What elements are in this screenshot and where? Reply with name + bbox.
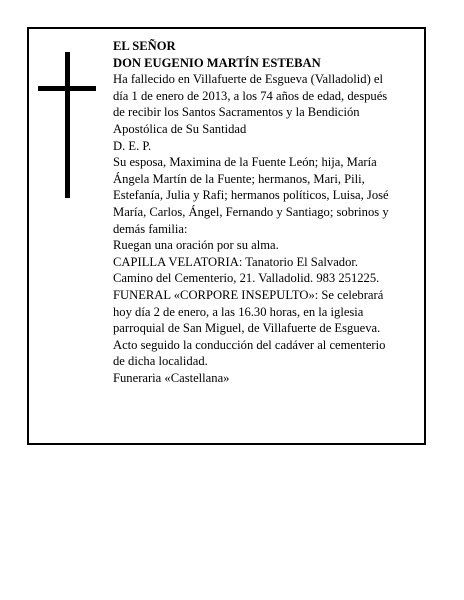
rip-text: D. E. P. xyxy=(113,138,152,153)
prayer-request: Ruegan una oración por su alma. xyxy=(113,238,279,253)
announcement-line: Ha fallecido en Villafuerte de Esgueva (Valladolid) el xyxy=(113,72,384,87)
funeral-line: de dicha localidad. xyxy=(113,354,208,369)
chapel-line: Camino del Cementerio, 21. Valladolid. 983 251225. xyxy=(113,271,380,286)
cross-horizontal-bar xyxy=(38,86,96,91)
cross-vertical-bar xyxy=(65,52,70,198)
obituary-text xyxy=(113,38,418,386)
chapel-line: CAPILLA VELATORIA: Tanatorio El Salvador. xyxy=(113,254,359,269)
funeral-line: parroquial de San Miguel, de Villafuerte de Esgueva. xyxy=(113,321,381,336)
family-line: Ángela Martín de la Fuente; hermanos, Mari, Pili, xyxy=(113,171,365,186)
family-line: María, Carlos, Ángel, Fernando y Santiago; sobrinos y xyxy=(113,204,389,219)
announcement-line: día 1 de enero de 2013, a los 74 años de edad, después xyxy=(113,88,388,103)
cross-icon xyxy=(38,52,96,198)
family-line: Estefanía, Julia y Rafi; hermanos políticos, Luisa, José xyxy=(113,188,389,203)
funeral-line: hoy día 2 de enero, a las 16.30 horas, en la iglesia xyxy=(113,304,364,319)
funeral-line: FUNERAL «CORPORE INSEPULTO»: Se celebrará xyxy=(113,287,384,302)
announcement-line: Apostólica de Su Santidad xyxy=(113,121,247,136)
family-line: Su esposa, Maximina de la Fuente León; hija, María xyxy=(113,155,377,170)
funeral-line: Acto seguido la conducción del cadáver al cementerio xyxy=(113,337,386,352)
notice-heading: EL SEÑOR xyxy=(113,39,176,53)
announcement-line: de recibir los Santos Sacramentos y la Bendición xyxy=(113,105,360,120)
deceased-name: DON EUGENIO MARTÍN ESTEBAN xyxy=(113,55,321,70)
funeral-home: Funeraria «Castellana» xyxy=(113,370,230,385)
family-line: demás familia: xyxy=(113,221,188,236)
